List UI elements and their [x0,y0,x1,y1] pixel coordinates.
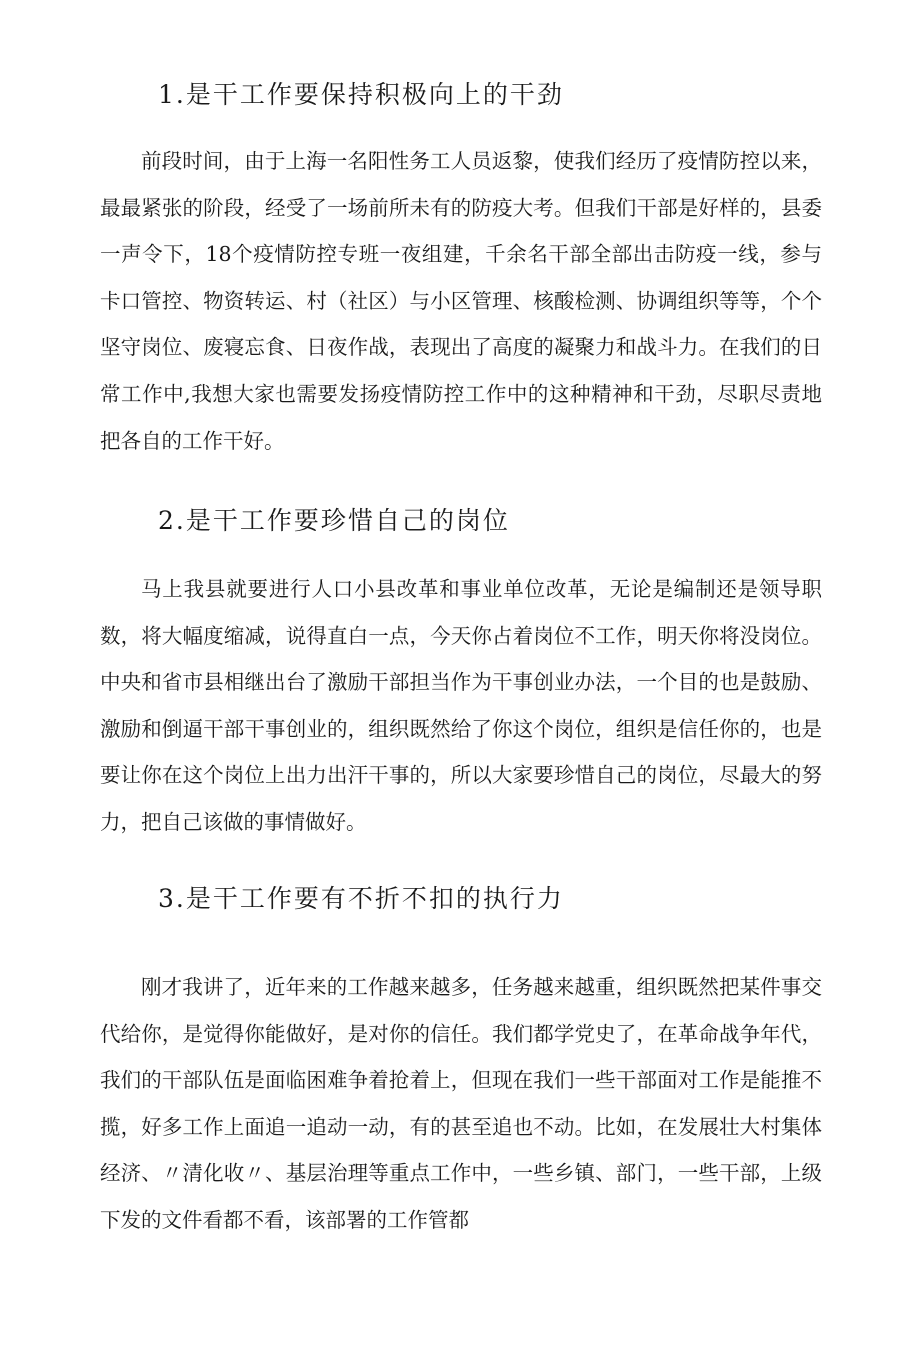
section-1-heading: 1.是干工作要保持积极向上的干劲 [158,80,564,109]
section-1-paragraph: 前段时间，由于上海一名阳性务工人员返黎，使我们经历了疫情防控以来，最最紧张的阶段，经受了一场前所未有的防疫大考。但我们干部是好样的，县委一声令下，18个疫情防控专班一夜组建，千余名干部全部出击防疫一线，参与卡口管控、物资转运、村（社区）与小区管理、核酸检测、协调组织等等，个个坚守岗位、废寝忘食、日夜作战，表现出了高度的凝聚力和战斗力。在我们的日常工作中,我想大家也需要发扬疫情防控工作中的这种精神和干劲，尽职尽责地把各自的工作干好。 [100,149,822,453]
section-3-heading: 3.是干工作要有不折不扣的执行力 [158,884,564,913]
section-2-paragraph: 马上我县就要进行人口小县改革和事业单位改革，无论是编制还是领导职数，将大幅度缩减，说得直白一点，今天你占着岗位不工作，明天你将没岗位。中央和省市县相继出台了激励干部担当作为干事创业办法，一个目的也是鼓励、激励和倒逼干部干事创业的，组织既然给了你这个岗位，组织是信任你的，也是要让你在这个岗位上出力出汗干事的，所以大家要珍惜自己的岗位，尽最大的努力，把自己该做的事情做好。 [100,577,822,834]
section-3-paragraph: 刚才我讲了，近年来的工作越来越多，任务越来越重，组织既然把某件事交代给你，是觉得你能做好，是对你的信任。我们都学党史了，在革命战争年代，我们的干部队伍是面临困难争着抢着上，但现在我们一些干部面对工作是能推不揽，好多工作上面追一追动一动，有的甚至追也不动。比如，在发展壮大村集体经济、〃清化收〃、基层治理等重点工作中，一些乡镇、部门，一些干部，上级下发的文件看都不看，该部署的工作管都 [100,975,822,1232]
section-2-heading: 2.是干工作要珍惜自己的岗位 [158,506,510,535]
